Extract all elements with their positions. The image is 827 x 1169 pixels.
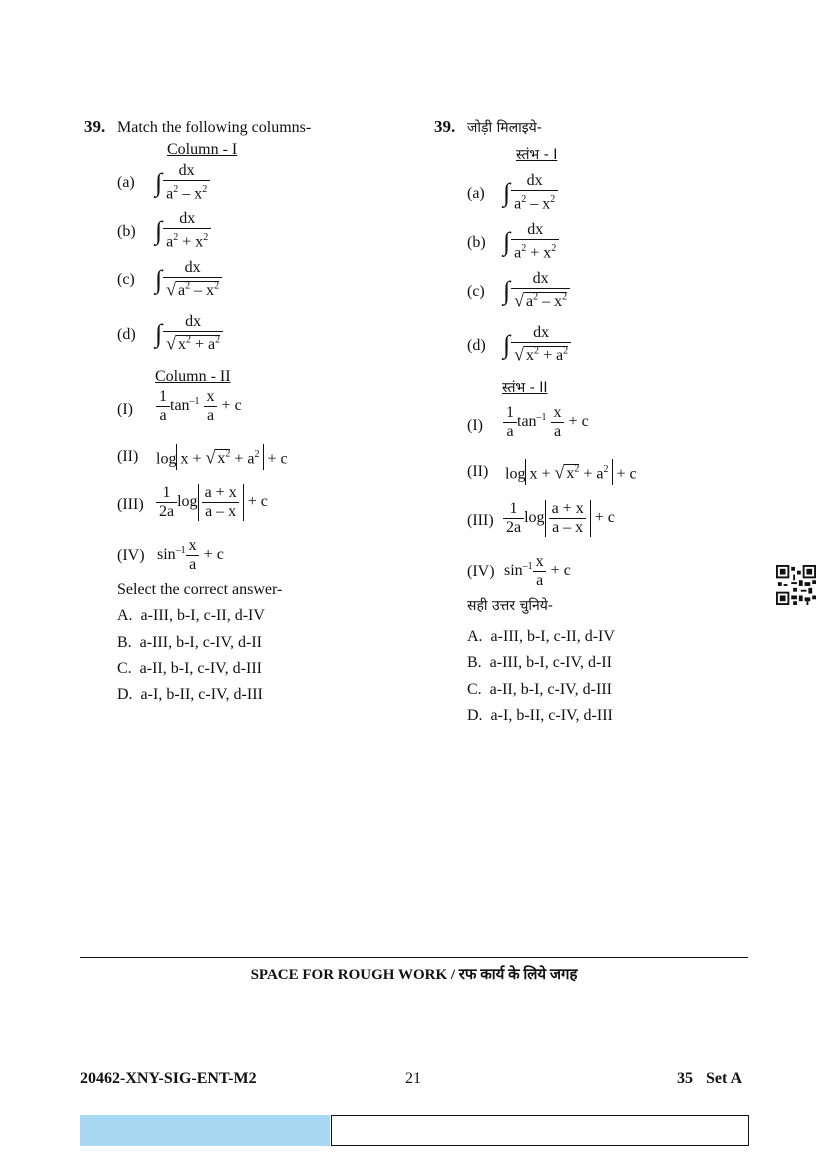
integral-c-hi: ∫ $\frac{dx}{√ a^2 - x^2}$ xyxy=(503,270,570,311)
select-text-hi: सही उत्तर चुनिये- xyxy=(467,598,553,614)
expr-I-hi: $\frac{1}{a}$ $\tan^{-1}$ $\frac{x}{a}$ + c xyxy=(503,404,589,441)
column-1-title-hi: स्तंभ - I xyxy=(516,147,558,163)
question-text-hi: जोड़ी मिलाइये- xyxy=(467,120,542,136)
option-b-en: B. a-III, b-I, c-IV, d-II xyxy=(117,634,262,651)
expr-II-en: log x + √ $x^2 + a^2 + c$ xyxy=(156,444,288,470)
label-II-en: (II) xyxy=(117,448,139,465)
label-I-en: (I) xyxy=(117,401,133,418)
integral-b-hi: ∫ $\frac{dx}{a^2 + x^2}$ xyxy=(503,221,559,262)
option-d-en: D. a-I, b-II, c-IV, d-III xyxy=(117,686,263,703)
expr-IV-hi: $\sin^{-1}$ $\frac{x}{a}$ + c xyxy=(504,553,571,589)
label-c-en: (c) xyxy=(117,271,135,288)
expr-IV-en: $\sin^{-1}$ $\frac{x}{a}$ + c xyxy=(157,537,224,573)
paper-code: 20462-XNY-SIG-ENT-M2 xyxy=(80,1070,257,1087)
qr-code-icon xyxy=(775,565,817,605)
column-2-title-hi: स्तंभ - II xyxy=(502,380,548,396)
expr-I-en: $\frac{1}{a}$ $\tan^{-1}$ $\frac{x}{a}$ + c xyxy=(156,388,242,425)
question-text-en: Match the following columns- xyxy=(117,119,312,136)
question-number-en: 39. xyxy=(84,117,106,136)
expr-III-hi: $\frac{1}{2a}$ log $\frac{a + x}{a - x}$ + c xyxy=(503,500,615,537)
label-b-hi: (b) xyxy=(467,234,486,251)
option-a-hi: A. a-III, b-I, c-II, d-IV xyxy=(467,628,615,645)
option-b-hi: B. a-III, b-I, c-IV, d-II xyxy=(467,654,612,671)
rough-work-divider xyxy=(80,957,748,958)
set-label: Set A xyxy=(706,1070,742,1087)
integral-d-en: ∫ $\frac{dx}{√ x^2 + a^2}$ xyxy=(155,313,223,354)
rough-work-heading: SPACE FOR ROUGH WORK / रफ कार्य के लिये जगह xyxy=(250,967,578,983)
label-II-hi: (II) xyxy=(467,463,489,480)
select-text-en: Select the correct answer- xyxy=(117,581,283,598)
label-a-hi: (a) xyxy=(467,185,485,202)
label-d-hi: (d) xyxy=(467,337,486,354)
expr-II-hi: log x + √ $x^2 + a^2 + c$ xyxy=(505,459,637,485)
option-d-hi: D. a-I, b-II, c-IV, d-III xyxy=(467,707,613,724)
option-c-en: C. a-II, b-I, c-IV, d-III xyxy=(117,660,262,677)
integral-b-en: ∫ $\frac{dx}{a^2 + x^2}$ xyxy=(155,210,211,251)
column-2-title-en: Column - II xyxy=(155,368,231,385)
label-a-en: (a) xyxy=(117,174,135,191)
page-number: 21 xyxy=(405,1070,421,1087)
question-number-hi: 39. xyxy=(434,117,456,136)
label-c-hi: (c) xyxy=(467,283,485,300)
footer-blank-box xyxy=(331,1115,749,1146)
option-c-hi: C. a-II, b-I, c-IV, d-III xyxy=(467,681,612,698)
label-d-en: (d) xyxy=(117,326,136,343)
label-IV-hi: (IV) xyxy=(467,563,495,580)
set-number: 35 xyxy=(677,1070,693,1087)
label-b-en: (b) xyxy=(117,223,136,240)
label-IV-en: (IV) xyxy=(117,547,145,564)
expr-III-en: $\frac{1}{2a}$ log $\frac{a + x}{a - x}$ + c xyxy=(156,484,268,521)
footer-blue-box xyxy=(80,1115,330,1146)
integral-d-hi: ∫ $\frac{dx}{√ x^2 + a^2}$ xyxy=(503,324,571,365)
label-III-hi: (III) xyxy=(467,512,494,529)
integral-c-en: ∫ $\frac{dx}{√ a^2 - x^2}$ xyxy=(155,259,222,300)
label-I-hi: (I) xyxy=(467,417,483,434)
integral-a-en: ∫ $\frac{dx}{a^2 - x^2}$ xyxy=(155,162,210,203)
label-III-en: (III) xyxy=(117,496,144,513)
option-a-en: A. a-III, b-I, c-II, d-IV xyxy=(117,607,265,624)
integral-a-hi: ∫ $\frac{dx}{a^2 - x^2}$ xyxy=(503,172,558,213)
column-1-title-en: Column - I xyxy=(167,141,238,158)
